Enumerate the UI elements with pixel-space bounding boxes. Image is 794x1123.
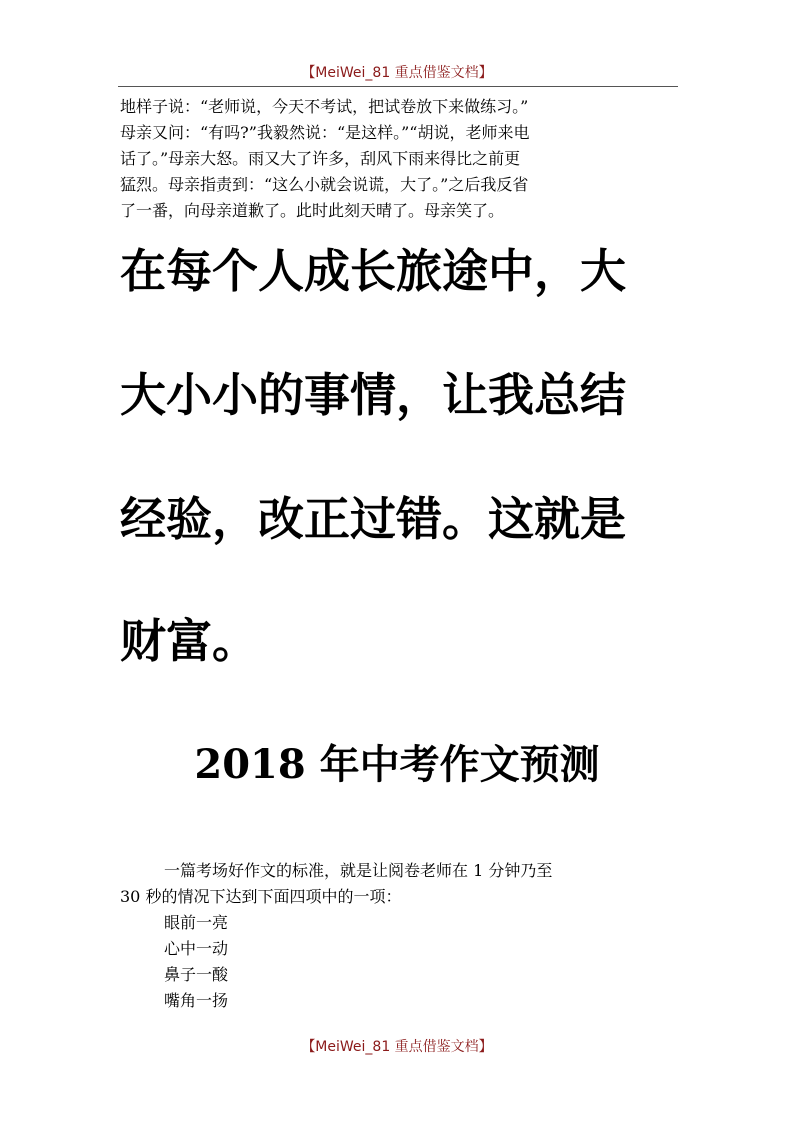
- body-section: [120, 858, 680, 1014]
- paragraph-line: 话了。”母亲大怒。雨又大了许多，刮风下雨来得比之前更: [120, 149, 521, 168]
- header-divider: [118, 86, 678, 87]
- paragraph-line: 母亲又问：“有吗?”我毅然说：“是这样。”“胡说，老师来电: [120, 123, 530, 142]
- big-text-line: 财富。: [120, 614, 258, 668]
- list-item: 眼前一亮: [164, 913, 229, 932]
- page-header: 【MeiWei_81 重点借鉴文档】: [301, 65, 493, 81]
- body-line: 30 秒的情况下达到下面四项中的一项：: [120, 887, 402, 906]
- list-item: 鼻子一酸: [164, 965, 229, 984]
- paragraph-line: 了一番，向母亲道歉了。此时此刻天晴了。母亲笑了。: [120, 201, 505, 220]
- big-text-line: 在每个人成长旅途中，大: [120, 244, 626, 298]
- page-footer: 【MeiWei_81 重点借鉴文档】: [301, 1039, 493, 1055]
- top-paragraph: [120, 94, 680, 224]
- body-line: 一篇考场好作文的标准，就是让阅卷老师在 1 分钟乃至: [164, 861, 553, 880]
- big-text-line: 大小小的事情，让我总结: [120, 368, 626, 422]
- paragraph-line: 猛烈。母亲指责到：“这么小就会说谎，大了。”之后我反省: [120, 175, 529, 194]
- list-item: 嘴角一扬: [164, 991, 229, 1010]
- paragraph-line: 地样子说：“老师说，今天不考试，把试卷放下来做练习。”: [120, 97, 529, 116]
- big-text-line: 经验，改正过错。这就是: [120, 492, 626, 546]
- essay-title: 2018 年中考作文预测: [194, 741, 600, 788]
- list-item: 心中一动: [164, 939, 229, 958]
